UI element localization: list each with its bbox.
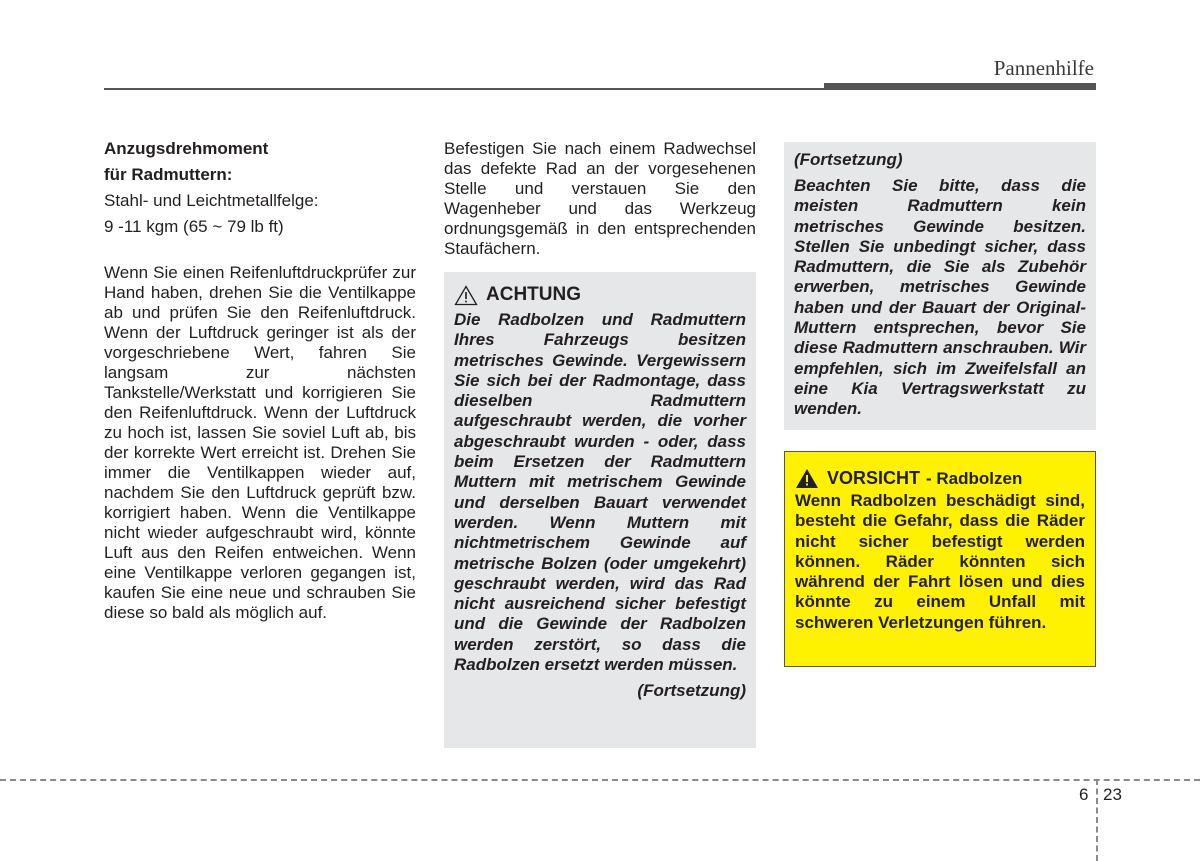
warning-triangle-icon [795, 468, 819, 489]
caution-triangle-icon [454, 285, 478, 306]
continued-label-top: (Fortsetzung) [794, 150, 903, 169]
achtung-header [454, 284, 746, 306]
achtung-title: ACHTUNG [486, 284, 581, 305]
vorsicht-title: VORSICHT [827, 468, 921, 488]
continued-label: (Fortsetzung) [637, 681, 746, 701]
continued-body: Beachten Sie bitte, dass die meisten Radmuttern kein metrisches Gewinde besitzen. Stellen Sie unbedingt sicher, dass Radmuttern, die Sie als Zubehör erwerben, metrisches Gewinde haben und der Bauart der Original-Muttern entsprechen, bevor Sie diese Radmuttern anschrauben. Wir empfehlen, sich im Zweifelsfall an eine Kia Vertragswerkstatt zu wenden. [794, 176, 1086, 419]
footer-dashed-line [0, 779, 1200, 781]
header-rule-thick [824, 83, 1096, 90]
stowage-paragraph: Befestigen Sie nach einem Radwechsel das defekte Rad an der vorgesehenen Stelle und verstauen Sie den Wagenheber und das Werkzeug ordnungsgemäß in den entsprechenden Staufächern. [444, 139, 756, 258]
header-rule [104, 88, 824, 90]
chapter-number: 6 [1079, 785, 1089, 804]
torque-heading-line2: für Radmuttern: [104, 165, 233, 184]
left-column [104, 139, 416, 623]
vorsicht-warning-box [784, 451, 1096, 667]
footer-vertical-dashed-line [1096, 779, 1098, 861]
torque-value: 9 -11 kgm (65 ~ 79 lb ft) [104, 217, 284, 236]
page-number: 23 [1103, 785, 1122, 804]
achtung-warning-box [444, 272, 756, 748]
tire-pressure-paragraph: Wenn Sie einen Reifenluftdruckprüfer zur Hand haben, drehen Sie die Ventilkappe ab und prüfen Sie den Reifenluftdruck. Wenn der Luftdruck geringer ist als der vorgeschriebene Wert, fahren Sie langsam zur nächsten Tankstelle/Werkstatt und korrigieren Sie den Reifenluftdruck. Wenn der Luftdruck zu hoch ist, lassen Sie soviel Luft ab, bis der korrekte Wert erreicht ist. Drehen Sie immer die Ventilkappen wieder auf, nachdem Sie den Luftdruck geprüft bzw. korrigiert haben. Wenn die Ventilkappe nicht wieder aufgeschraubt wird, könnte Luft aus den Reifen entweichen. Wenn eine Ventilkappe verloren gegangen ist, kaufen Sie eine neue und schrauben Sie diese so bald als möglich auf. [104, 263, 416, 622]
torque-heading-line1: Anzugsdrehmoment [104, 139, 269, 158]
continued-warning-box [784, 142, 1096, 430]
vorsicht-header [795, 468, 1085, 489]
rim-type: Stahl- und Leichtmetallfelge: [104, 191, 319, 210]
vorsicht-body: Wenn Radbolzen beschädigt sind, besteht die Gefahr, dass die Räder nicht sicher befestigt werden können. Räder könnten sich während der Fahrt lösen und dies könnte zu einem Unfall mit schweren Verletzungen führen. [795, 491, 1085, 632]
section-title: Pannenhilfe [993, 56, 1094, 80]
vorsicht-subtitle: - Radbolzen [926, 468, 1023, 488]
achtung-body: Die Radbolzen und Radmuttern Ihres Fahrzeugs besitzen metrisches Gewinde. Vergewissern Sie sich bei der Radmontage, dass dieselben Radmuttern aufgeschraubt werden, die vorher abgeschraubt wurden - oder, dass beim Ersetzen der Radmuttern Muttern mit metrischem Gewinde und derselben Bauart verwendet werden. Wenn Muttern mit nichtmetrischem Gewinde auf metrische Bolzen (oder umgekehrt) geschraubt werden, wird das Rad nicht ausreichend sicher befestigt und die Gewinde der Radbolzen werden zerstört, so dass die Radbolzen ersetzt werden müssen. [454, 310, 746, 675]
